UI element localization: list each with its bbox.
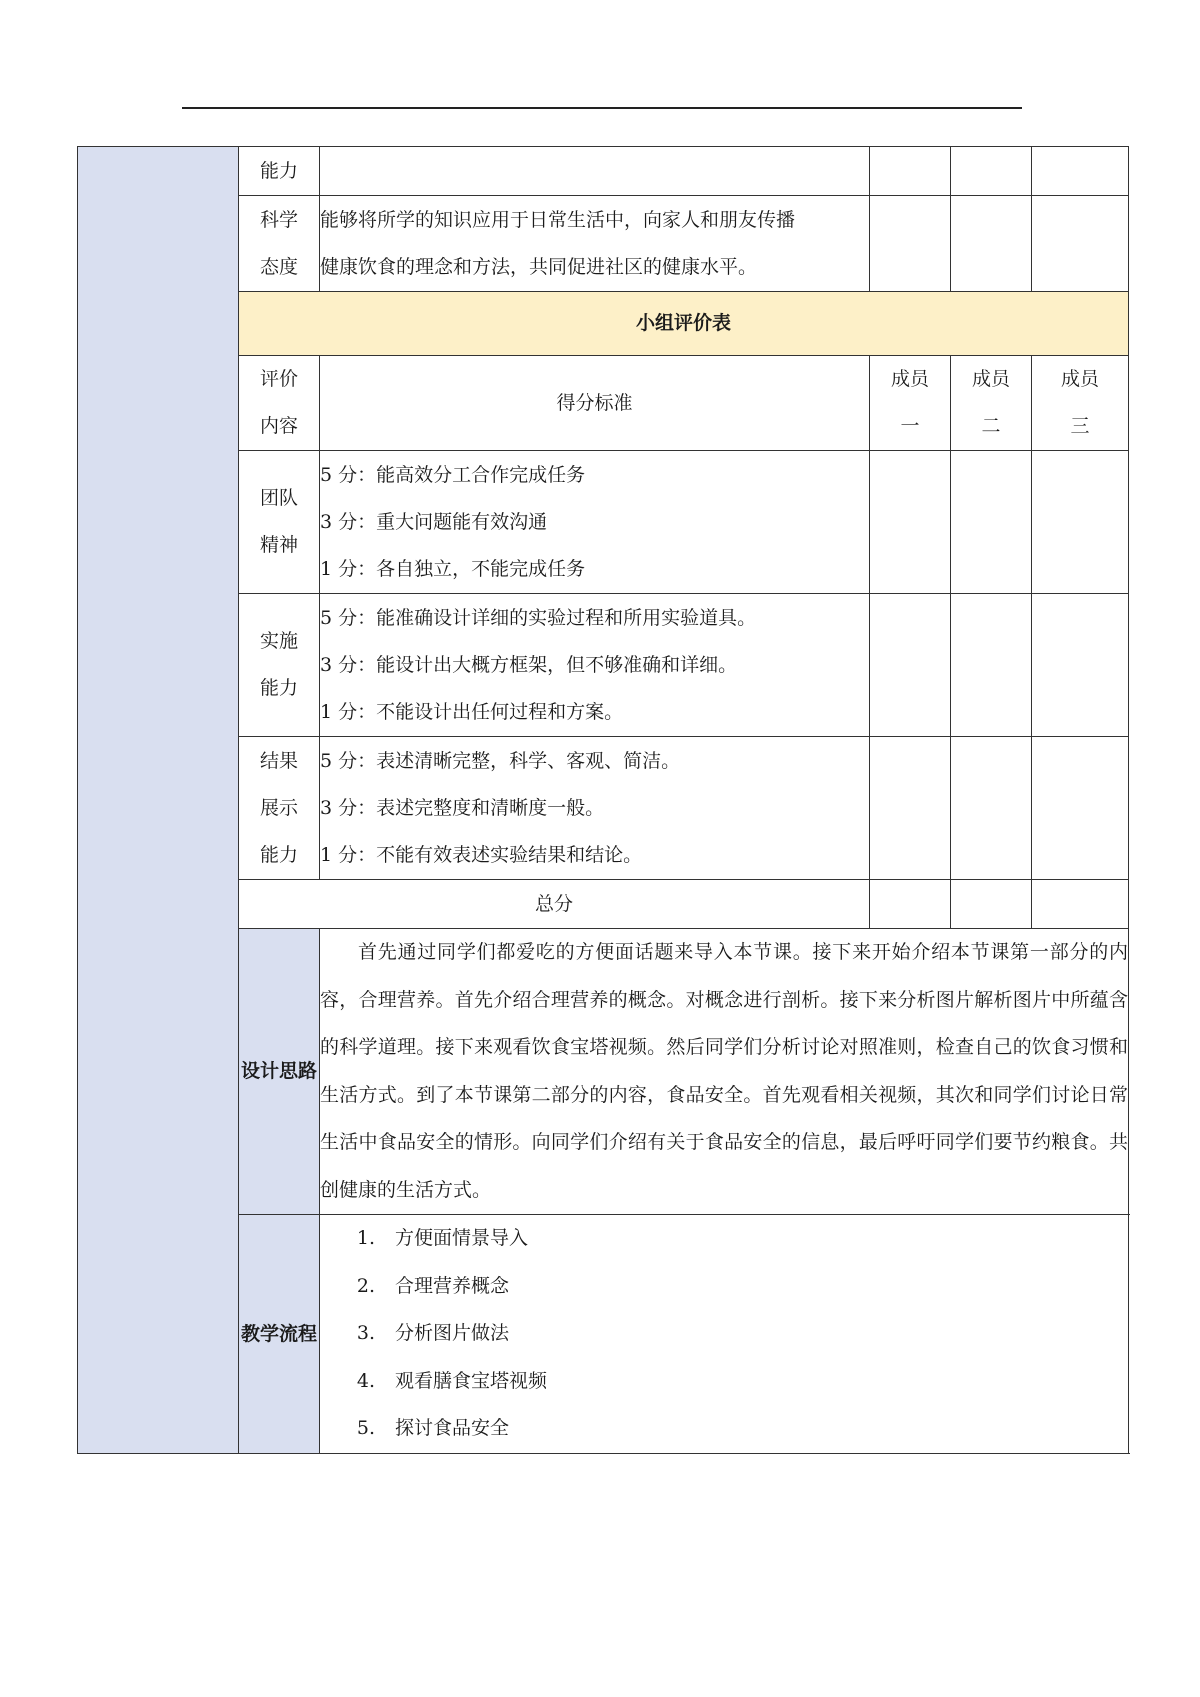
score-cell [870,451,951,594]
score-cell [1032,451,1129,594]
member-2-header: 成员 二 [951,356,1032,451]
criteria-header: 得分标准 [320,356,870,451]
score-cell [870,196,951,292]
score-cell [1032,147,1129,196]
score-cell [1032,737,1129,880]
score-cell [870,594,951,737]
presentation-label: 结果 展示 能力 [239,737,320,880]
eval-content-header: 评价 内容 [239,356,320,451]
implementation-criteria: 5 分：能准确设计详细的实验过程和所用实验道具。 3 分：能设计出大概方框架，但不够准确和详细。 1 分：不能设计出任何过程和方案。 [320,594,870,737]
left-side-panel [78,147,239,1454]
science-attitude-label: 科学 态度 [239,196,320,292]
list-item: 5. 探讨食品安全 [356,1417,510,1440]
flow-list-cell [320,1215,1129,1454]
score-cell [870,147,951,196]
flow-heading: 教学流程 [239,1215,320,1454]
score-cell [951,196,1032,292]
team-spirit-label: 团队 精神 [239,451,320,594]
presentation-criteria: 5 分：表述清晰完整，科学、客观、简洁。 3 分：表述完整度和清晰度一般。 1 分：不能有效表述实验结果和结论。 [320,737,870,880]
group-eval-title: 小组评价表 [239,292,1129,356]
implementation-label: 实施 能力 [239,594,320,737]
score-cell [1032,594,1129,737]
science-attitude-text: 能够将所学的知识应用于日常生活中，向家人和朋友传播 健康饮食的理念和方法，共同促进社区的健康水平。 [320,196,870,292]
score-cell [1032,196,1129,292]
flow-list [320,1215,1128,1453]
total-label: 总分 [239,880,870,929]
header-rule [182,107,1022,109]
list-item: 4. 观看膳食宝塔视频 [356,1369,548,1392]
score-cell [870,880,951,929]
member-3-header: 成员 三 [1032,356,1129,451]
list-item: 3. 分析图片做法 [356,1322,510,1345]
score-cell [951,594,1032,737]
member-1-header: 成员 一 [870,356,951,451]
score-cell [951,451,1032,594]
score-cell [951,737,1032,880]
list-item: 1. 方便面情景导入 [356,1227,529,1250]
ability-row [78,147,1129,196]
list-item: 2. 合理营养概念 [356,1274,510,1297]
design-text-cell [320,929,1129,1215]
team-spirit-criteria: 5 分：能高效分工合作完成任务 3 分：重大问题能有效沟通 1 分：各自独立，不能完成任务 [320,451,870,594]
score-cell [1032,880,1129,929]
design-paragraph: 首先通过同学们都爱吃的方便面话题来导入本节课。接下来开始介绍本节课第一部分的内容，合理营养。首先介绍合理营养的概念。对概念进行剖析。接下来分析图片解析图片中所蕴含的科学道理。接下来观看饮食宝塔视频。然后同学们分析讨论对照准则，检查自己的饮食习惯和生活方式。到了本节课第二部分的内容，食品安全。首先观看相关视频，其次和同学们讨论日常生活中食品安全的情形。向同学们介绍有关于食品安全的信息，最后呼吁同学们要节约粮食。共创健康的生活方式。 [320,941,1128,1201]
ability-text [320,147,870,196]
score-cell [951,147,1032,196]
ability-label: 能力 [239,147,320,196]
score-cell [870,737,951,880]
lesson-table [77,146,1129,1454]
design-heading: 设计思路 [239,929,320,1215]
score-cell [951,880,1032,929]
